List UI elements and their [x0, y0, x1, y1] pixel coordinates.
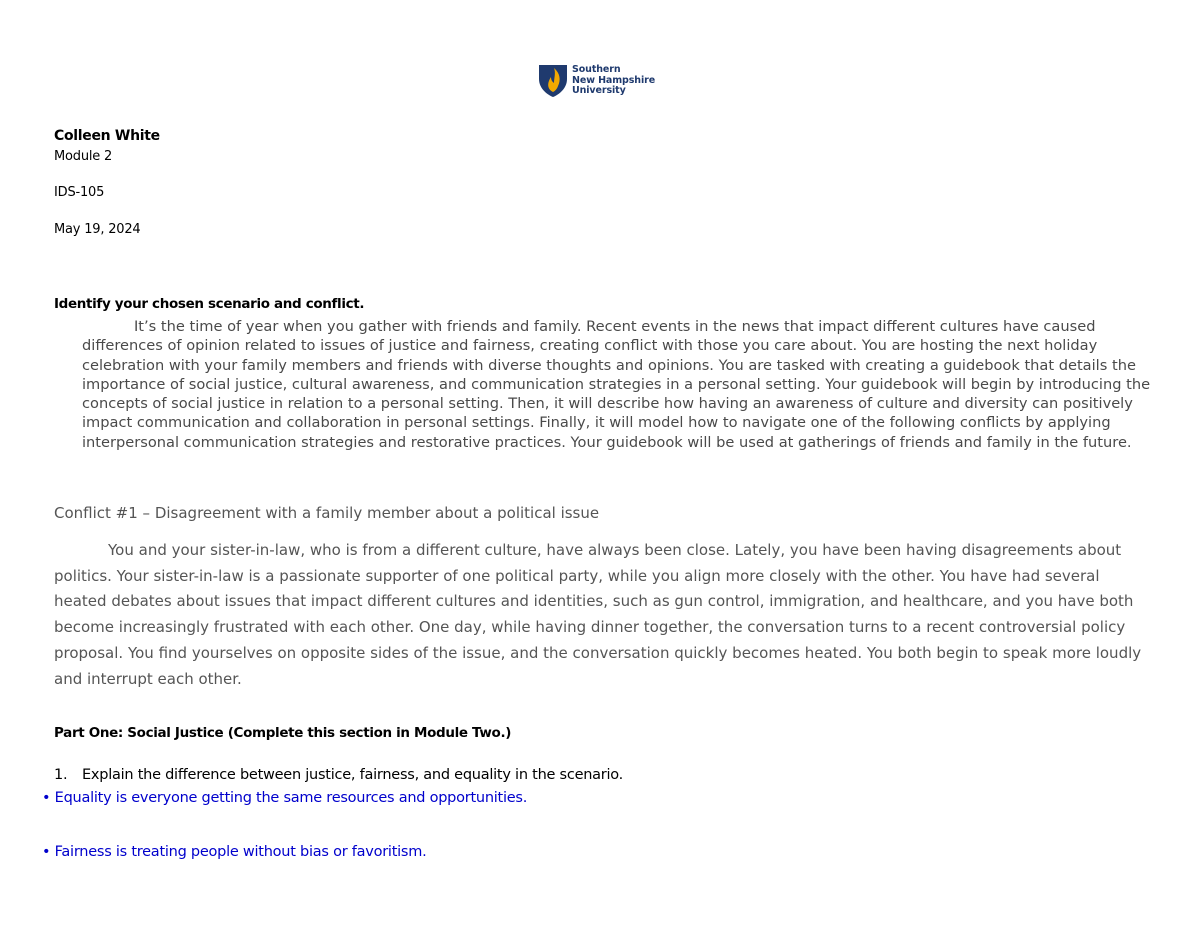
answer-fairness: • Fairness is treating people without bias or favoritism. — [42, 844, 427, 860]
module-label: Module 2 — [54, 149, 113, 164]
conflict-title: Conflict #1 – Disagreement with a family member about a political issue — [54, 504, 600, 522]
logo-line-2: New Hampshire — [572, 74, 656, 86]
conflict-paragraph — [54, 538, 1154, 692]
conflict-text: You and your sister-in-law, who is from a different culture, have always been close. Lately, you have been having disagreements about politics. Your sister-in-law is a passionate supporter of one political party, while you align more closely with the other. You have had several heated debates about issues that impact different cultures and identities, such as gun control, immigration, and healthcare, and you have both become increasingly frustrated with each other. One day, while having dinner together, the conversation turns to a recent controversial policy proposal. You find yourselves on opposite sides of the issue, and the conversation quickly becomes heated. You both begin to speak more loudly and interrupt each other. — [54, 541, 1142, 688]
question-text: Explain the difference between justice, fairness, and equality in the scenario. — [82, 767, 624, 783]
logo-line-3: University — [572, 85, 626, 97]
question-number: 1. — [54, 767, 68, 783]
logo-line-1: Southern — [572, 64, 621, 76]
shield-flame-icon — [538, 64, 568, 98]
question-1 — [54, 767, 623, 783]
university-logo — [538, 64, 655, 98]
scenario-paragraph — [54, 317, 1154, 452]
author-name: Colleen White — [54, 128, 160, 144]
answer-equality: • Equality is everyone getting the same resources and opportunities. — [42, 790, 528, 806]
scenario-heading: Identify your chosen scenario and conflict. — [54, 296, 365, 312]
scenario-text: It’s the time of year when you gather with friends and family. Recent events in the news that impact different cultures have caused differences of opinion related to issues of justice and fairness, creating conflict with those you care about. You are hosting the next holiday celebration with your family members and friends with diverse thoughts and opinions. You are tasked with creating a guidebook that details the importance of social justice, cultural awareness, and communication strategies in a personal setting. Your guidebook will begin by introducing the concepts of social justice in relation to a personal setting. Then, it will describe how having an awareness of culture and diversity can positively impact communication and collaboration in personal settings. Finally, it will model how to navigate one of the following conflicts by applying interpersonal communication strategies and restorative practices. Your guidebook will be used at gatherings of friends and family in the future. — [82, 318, 1151, 451]
logo-wordmark — [572, 65, 655, 97]
part-one-heading: Part One: Social Justice (Complete this section in Module Two.) — [54, 725, 512, 741]
date-label: May 19, 2024 — [54, 222, 141, 237]
course-code: IDS-105 — [54, 185, 105, 200]
